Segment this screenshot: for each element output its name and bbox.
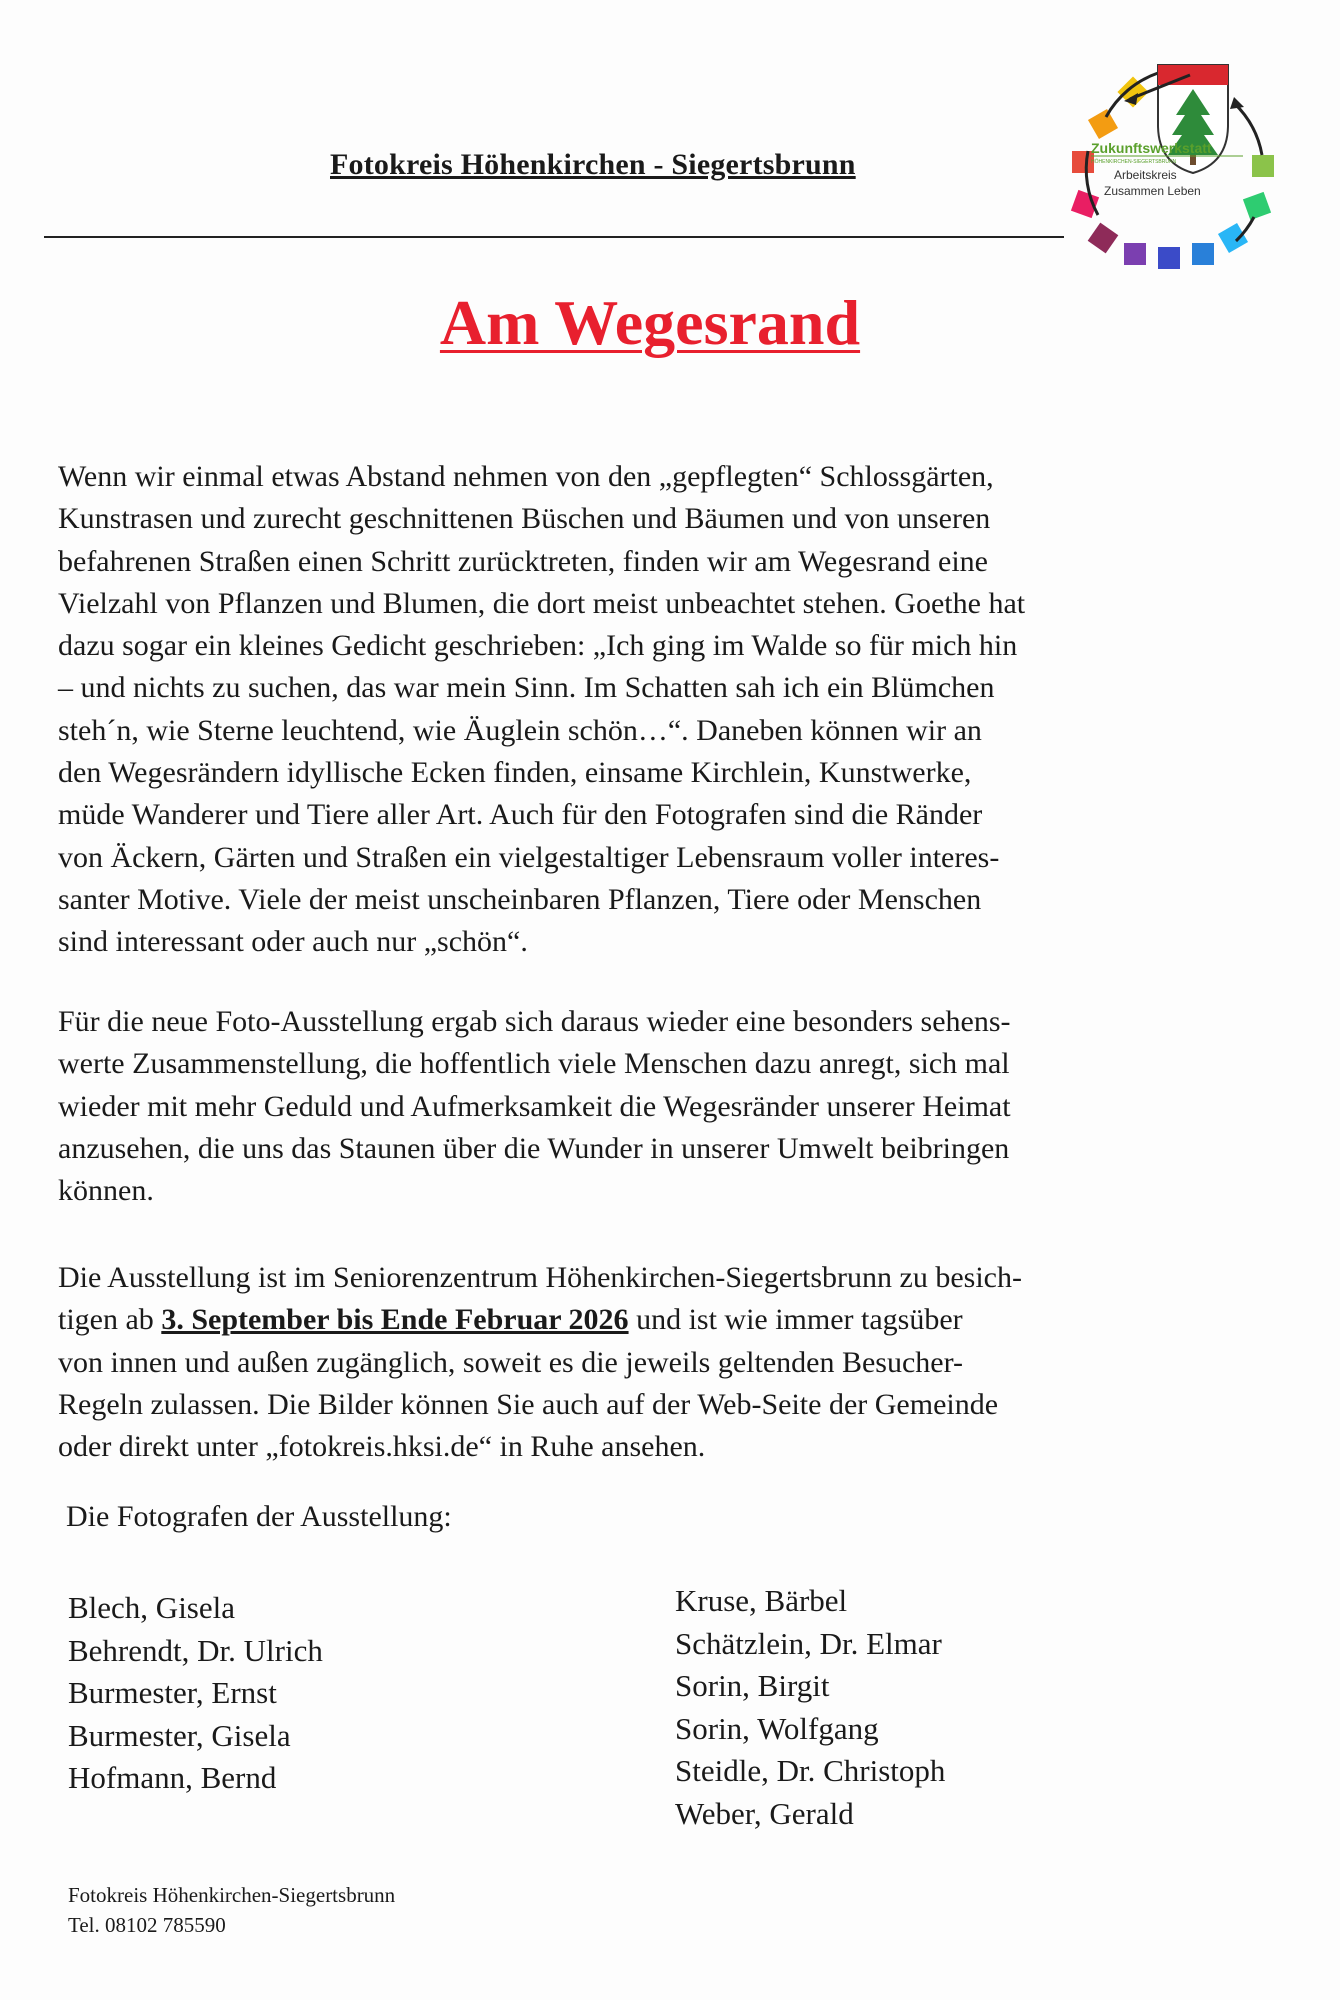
photographers-list-right xyxy=(675,1580,945,1835)
text-line: von innen und außen zugänglich, soweit es die jeweils geltenden Besucher- xyxy=(58,1345,963,1379)
venue-paragraph xyxy=(58,1257,1258,1468)
logo-text-zukunftswerkstatt: Zukunftswerkstatt xyxy=(1091,140,1212,156)
text-line: Kunstrasen und zurecht geschnittenen Büschen und Bäumen und von unseren xyxy=(58,502,991,536)
exhibition-dates: 3. September bis Ende Februar 2026 xyxy=(161,1303,629,1337)
text-line: müde Wanderer und Tiere aller Art. Auch für den Fotografen sind die Ränder xyxy=(58,798,983,832)
page-title: Am Wegesrand xyxy=(439,287,861,358)
logo-text-municipality: HÖHENKIRCHEN-SIEGERTSBRUNN xyxy=(1091,159,1177,165)
photographer-name: Behrendt, Dr. Ulrich xyxy=(68,1632,323,1668)
text-line: anzusehen, die uns das Staunen über die Wunder in unserer Umwelt beibringen xyxy=(58,1131,1010,1165)
text-line: Wenn wir einmal etwas Abstand nehmen von den „gepflegten“ Schlossgärten, xyxy=(58,460,994,493)
text-line: sind interessant oder auch nur „schön“. xyxy=(58,925,528,959)
text-line: – und nichts zu suchen, das war mein Sinn. Im Schatten sah ich ein Blümchen xyxy=(58,671,995,705)
text-fragment: und ist wie immer tagsüber xyxy=(628,1303,963,1337)
photographer-name: Hofmann, Bernd xyxy=(68,1760,277,1795)
footer-organization: Fotokreis Höhenkirchen-Siegertsbrunn xyxy=(68,1883,396,1907)
photographer-name: Kruse, Bärbel xyxy=(675,1583,848,1618)
photographers-list-left xyxy=(68,1587,323,1800)
footer-phone: Tel. 08102 785590 xyxy=(68,1913,226,1937)
photographer-name: Burmester, Ernst xyxy=(68,1675,277,1710)
photographers-heading: Die Fotografen der Ausstellung: xyxy=(66,1500,452,1533)
zukunftswerkstatt-logo xyxy=(1058,55,1288,273)
text-line: können. xyxy=(58,1174,154,1208)
text-line: santer Motive. Viele der meist unscheinbaren Pflanzen, Tiere oder Menschen xyxy=(58,882,982,916)
text-line: Für die neue Foto-Ausstellung ergab sich daraus wieder eine besonders sehens- xyxy=(58,1005,1011,1038)
photographer-name: Schätzlein, Dr. Elmar xyxy=(675,1625,942,1661)
text-fragment: tigen ab xyxy=(58,1303,162,1337)
text-line: steh´n, wie Sterne leuchtend, wie Äuglein schön…“. Daneben können wir an xyxy=(58,713,982,747)
exhibition-paragraph xyxy=(58,1001,1258,1212)
text-line-with-date xyxy=(58,1299,1258,1341)
text-line: befahrenen Straßen einen Schritt zurücktreten, finden wir am Wegesrand eine xyxy=(58,544,988,578)
photographer-name: Burmester, Gisela xyxy=(68,1717,291,1753)
photographer-name: Blech, Gisela xyxy=(68,1590,236,1625)
photographer-name: Sorin, Birgit xyxy=(675,1668,830,1703)
text-line: dazu sogar ein kleines Gedicht geschrieben: „Ich ging im Walde so für mich hin xyxy=(58,629,1018,663)
text-line: wieder mit mehr Geduld und Aufmerksamkeit die Wegesränder unserer Heimat xyxy=(58,1089,1011,1123)
text-line: von Äckern, Gärten und Straßen ein vielgestaltiger Lebensraum voller interes- xyxy=(58,840,1000,874)
text-line: Die Ausstellung ist im Seniorenzentrum Höhenkirchen-Siegertsbrunn zu besich- xyxy=(58,1261,1022,1294)
text-line: werte Zusammenstellung, die hoffentlich viele Menschen dazu anregt, sich mal xyxy=(58,1047,1010,1081)
text-line: Regeln zulassen. Die Bilder können Sie auch auf der Web-Seite der Gemeinde xyxy=(58,1387,999,1421)
photographer-name: Steidle, Dr. Christoph xyxy=(675,1753,946,1788)
photographer-name: Weber, Gerald xyxy=(675,1795,854,1831)
organization-header: Fotokreis Höhenkirchen - Siegertsbrunn xyxy=(330,148,856,181)
header-divider xyxy=(44,236,1064,238)
footer-contact xyxy=(68,1880,395,1940)
text-line: oder direkt unter „fotokreis.hksi.de“ in Ruhe ansehen. xyxy=(58,1430,706,1464)
photographer-name: Sorin, Wolfgang xyxy=(675,1710,879,1746)
text-line: den Wegesrändern idyllische Ecken finden, einsame Kirchlein, Kunstwerke, xyxy=(58,756,972,790)
logo-text-zusammen-leben: Zusammen Leben xyxy=(1104,184,1201,198)
logo-text-arbeitskreis: Arbeitskreis xyxy=(1114,168,1177,182)
intro-paragraph xyxy=(58,456,1258,964)
text-line: Vielzahl von Pflanzen und Blumen, die dort meist unbeachtet stehen. Goethe hat xyxy=(58,586,1026,620)
